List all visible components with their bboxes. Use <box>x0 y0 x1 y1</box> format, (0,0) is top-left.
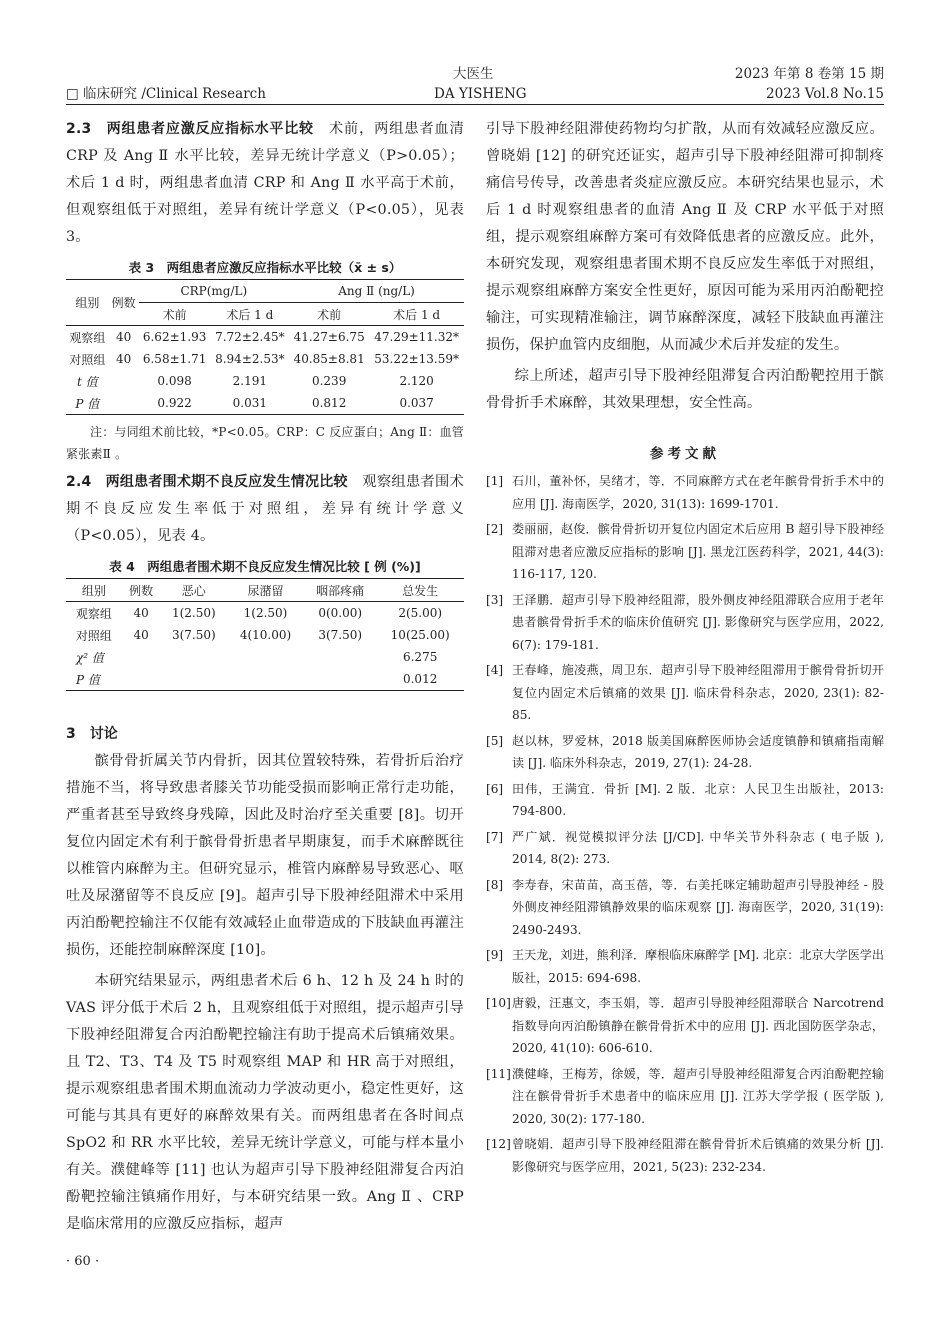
reference-item <box>486 874 884 942</box>
table3-header-crp: CRP(mg/L) <box>139 280 289 303</box>
section-2-3-heading: 2.3 两组患者应激反应指标水平比较 <box>66 121 314 137</box>
table3-note: 注：与同组术前比较，*P<0.05。CRP：C 反应蛋白；Ang Ⅱ：血管紧张素Ⅱ 。 <box>66 425 464 461</box>
table-cell: 4(10.00) <box>239 628 292 642</box>
table-row <box>66 370 464 392</box>
journal-title-en: DA YISHENG <box>434 86 527 102</box>
reference-number: [4] <box>486 663 504 677</box>
reference-item <box>486 518 884 586</box>
table3-header-post2: 术后 1 d <box>393 307 441 322</box>
table-cell: 对照组 <box>69 352 106 367</box>
table4 <box>66 578 464 691</box>
table-cell: 0.239 <box>311 374 347 388</box>
section-2-4-text: 观察组患者围术期不良反应发生率低于对照组，差异有统计学意义（P<0.05），见表 4。 <box>66 474 464 544</box>
table-cell: 0.922 <box>157 396 192 410</box>
table-row <box>66 624 464 646</box>
table-cell: P 值 <box>76 672 100 687</box>
reference-text: 赵以林，罗爱林，2018 版美国麻醉医师协会适度镇静和镇痛指南解读 [J]. 临床外科杂志，2019, 27(1): 24-28. <box>512 733 884 770</box>
table-cell: 0.037 <box>399 396 434 410</box>
table-cell: 40 <box>133 606 149 620</box>
section-2-3-text: 术前，两组患者血清 CRP 及 Ang Ⅱ 水平比较，差异无统计学意义（P>0.05）；术后 1 d 时，两组患者血清 CRP 和 Ang Ⅱ 水平高于术前，但观察组低于对照组，差异有统计学意义（P<0.05），见表 3。 <box>66 121 464 245</box>
left-column <box>66 116 464 1238</box>
reference-text: 唐毅，汪惠文，李玉娟，等．超声引导股神经阻滞联合 Narcotrend 指数导向丙泊酚镇静在髌骨骨折术中的应用 [J]. 西北国防医学杂志，2020, 41(10): 606-610. <box>512 996 884 1055</box>
reference-item <box>486 730 884 775</box>
table-cell: 0.031 <box>232 396 268 410</box>
reference-text: 濮健峰，王梅芳，徐媛，等．超声引导股神经阻滞复合丙泊酚靶控输注在髌骨骨折手术患者中的临床应用 [J]. 江苏大学学报 ( 医学版 ), 2020, 30(2): 177-180. <box>512 1066 884 1126</box>
discussion-paragraph-3: 综上所述，超声引导下股神经阻滞复合丙泊酚靶控用于髌骨骨折手术麻醉，其效果理想，安全性高。 <box>486 368 884 411</box>
table-cell: 47.29±11.32* <box>374 330 459 344</box>
reference-text: 严广斌．视觉模拟评分法 [J/CD]. 中华关节外科杂志 ( 电子版 ), 2014, 8(2): 273. <box>512 829 884 866</box>
table-cell: 6.58±1.71 <box>142 352 207 366</box>
reference-text: 石川，董补怀，吴绪才，等．不同麻醉方式在老年髌骨骨折手术中的应用 [J]. 海南医学，2020, 31(13): 1699-1701. <box>512 474 884 511</box>
table-cell: 40 <box>116 352 132 366</box>
reference-number: [8] <box>486 877 504 892</box>
table-row <box>66 646 464 668</box>
table-cell <box>122 646 161 668</box>
table-cell: 2.120 <box>399 374 434 388</box>
table4-header-retention: 尿潴留 <box>247 583 284 598</box>
reference-item <box>486 589 884 657</box>
table3 <box>66 279 464 415</box>
table-cell: 53.22±13.59* <box>374 352 459 366</box>
reference-number: [6] <box>486 781 504 796</box>
reference-item <box>486 1063 884 1131</box>
table-cell <box>227 668 304 691</box>
references-list <box>486 470 884 1178</box>
reference-number: [2] <box>486 522 504 536</box>
table-cell: 2(5.00) <box>398 606 443 620</box>
reference-item <box>486 826 884 871</box>
table-cell: 观察组 <box>69 330 106 345</box>
reference-item <box>486 659 884 727</box>
reference-item <box>486 944 884 989</box>
table-cell: t 值 <box>77 374 98 389</box>
reference-text: 王泽鹏．超声引导下股神经阻滞，股外侧皮神经阻滞联合应用于老年患者髌骨骨折手术的临床价值研究 [J]. 影像研究与医学应用，2022, 6(7): 179-181. <box>512 592 884 652</box>
reference-item <box>486 470 884 515</box>
reference-number: [1] <box>486 474 504 488</box>
table-cell <box>227 646 304 668</box>
table-cell: 7.72±2.45* <box>215 330 285 344</box>
issue-cn: 2023 年第 8 卷第 15 期 <box>734 66 884 82</box>
reference-number: [3] <box>486 592 504 607</box>
table-cell: 10(25.00) <box>390 628 450 642</box>
table-cell: 对照组 <box>75 628 112 643</box>
reference-number: [12] <box>486 1137 511 1151</box>
table-cell: 0.098 <box>157 374 192 388</box>
section-2-4-heading: 2.4 两组患者围术期不良反应发生情况比较 <box>66 474 348 490</box>
table-cell: 2.191 <box>232 374 268 388</box>
reference-text: 王春峰，施凌燕，周卫东．超声引导下股神经阻滞用于髌骨骨折切开复位内固定术后镇痛的效果 [J]. 临床骨科杂志，2020, 23(1): 82-85. <box>512 663 884 722</box>
discussion-paragraph-1: 髌骨骨折属关节内骨折，因其位置较特殊，若骨折后治疗措施不当，将导致患者膝关节功能受损而影响正常行走功能，严重者甚至导致终身残障，因此及时治疗至关重要 [8]。切开复位内固定术有利于髌骨骨折患者早期康复，而手术麻醉既往以椎管内麻醉为主。但研究显示，椎管内麻醉易导致恶心、呕吐及尿潴留等不良反应 [9]。超声引导下股神经阻滞术中采用丙泊酚靶控输注不仅能有效减轻止血带造成的下肢缺血再灌注损伤，还能控制麻醉深度 [10]。 <box>66 753 464 958</box>
table-cell <box>304 646 376 668</box>
right-column <box>486 116 884 1178</box>
issue-en: 2023 Vol.8 No.15 <box>766 86 884 102</box>
table4-header-group: 组别 <box>81 583 106 598</box>
reference-number: [11] <box>486 1066 511 1081</box>
table-row <box>66 348 464 370</box>
section-2-3 <box>66 116 464 251</box>
discussion-paragraph-2-continued: 引导下股神经阻滞使药物均匀扩散，从而有效减轻应激反应。曾晓娟 [12] 的研究还证实，超声引导下股神经阻滞可抑制疼痛信号传导，改善患者炎症应激反应。本研究结果也显示，术后 1 d 时观察组患者的血清 Ang Ⅱ 及 CRP 水平低于对照组，提示观察组麻醉方案可有效降低患者的应激反应。此外，本研究发现，观察组患者围术期不良反应发生率低于对照组，提示观察组麻醉方案安全性更好，原因可能为采用丙泊酚靶控输注，可实现精准输注，调节麻醉深度，减轻下肢缺血再灌注损伤，保护血管内皮细胞，从而减少术后并发症的发生。 <box>486 121 884 353</box>
table4-header-nausea: 恶心 <box>181 583 206 598</box>
table3-header-ang: Ang Ⅱ (ng/L) <box>289 280 464 303</box>
section-3-heading: 3 讨论 <box>66 726 118 742</box>
table3-header-group: 组别 <box>66 280 109 326</box>
table-cell: 3(7.50) <box>171 628 216 642</box>
table-cell: 0.012 <box>402 672 438 686</box>
table-cell: 1(2.50) <box>171 606 216 620</box>
table-cell: 3(7.50) <box>318 628 363 642</box>
table-cell: χ² 值 <box>76 650 104 665</box>
reference-text: 王天龙，刘进，熊利泽．摩根临床麻醉学 [M]. 北京：北京大学医学出版社，2015: 694-698. <box>512 948 884 985</box>
table4-header-n: 例数 <box>129 583 154 598</box>
reference-text: 曾晓娟．超声引导下股神经阻滞在髌骨骨折术后镇痛的效果分析 [J]. 影像研究与医学应用，2021, 5(23): 232-234. <box>512 1137 884 1174</box>
table-cell: 观察组 <box>75 606 112 621</box>
table-cell: 40.85±8.81 <box>293 352 365 366</box>
table-row <box>66 602 464 625</box>
table-row <box>66 392 464 415</box>
reference-item <box>486 992 884 1060</box>
table-cell: 1(2.50) <box>243 606 288 620</box>
table-cell: 41.27±6.75 <box>293 330 365 344</box>
table-cell <box>109 370 139 392</box>
table-cell: 0(0.00) <box>318 606 363 620</box>
reference-number: [5] <box>486 733 504 748</box>
reference-item <box>486 1133 884 1178</box>
table-cell: P 值 <box>75 396 100 411</box>
page-number: · 60 · <box>66 1254 100 1269</box>
table-cell: 6.62±1.93 <box>142 330 207 344</box>
reference-number: [9] <box>486 948 504 962</box>
table3-header-pre2: 术前 <box>317 307 342 322</box>
table4-header-total: 总发生 <box>402 583 439 598</box>
table3-header-n: 例数 <box>109 280 139 326</box>
table-cell: 6.275 <box>402 650 438 664</box>
reference-number: [7] <box>486 829 504 844</box>
header-rule <box>66 104 884 105</box>
table-cell: 40 <box>116 330 132 344</box>
table-cell <box>109 392 139 415</box>
reference-item <box>486 778 884 823</box>
section-label: □ 临床研究 /Clinical Research <box>66 86 266 102</box>
table4-header-pharyngalgia: 咽部疼痛 <box>316 583 365 598</box>
table-cell: 8.94±2.53* <box>215 352 285 366</box>
table-cell: 40 <box>133 628 149 642</box>
table-cell <box>161 646 227 668</box>
reference-number: [10] <box>486 996 511 1010</box>
journal-title-cn: 大医生 <box>453 66 494 82</box>
table-row <box>66 668 464 691</box>
section-2-4 <box>66 469 464 550</box>
table4-caption: 表 4 两组患者围术期不良反应发生情况比较 [ 例 (%)] <box>109 559 421 574</box>
references-title: 参考文献 <box>650 446 720 462</box>
table3-caption: 表 3 两组患者应激反应指标水平比较（x̄ ± s） <box>128 260 402 275</box>
table3-header-pre1: 术前 <box>162 307 187 322</box>
reference-text: 娄丽丽，赵俊．髌骨骨折切开复位内固定术后应用 B 超引导下股神经阻滞对患者应激反应指标的影响 [J]. 黑龙江医药科学，2021, 44(3): 116-117, 120. <box>512 522 884 581</box>
discussion-paragraph-2: 本研究结果显示，两组患者术后 6 h、12 h 及 24 h 时的 VAS 评分低于术后 2 h，且观察组低于对照组，提示超声引导下股神经阻滞复合丙泊酚靶控输注有助于提高术后镇痛效果。且 T2、T3、T4 及 T5 时观察组 MAP 和 HR 高于对照组，提示观察组患者围术期血流动力学波动更小，稳定性更好，这可能与其具有更好的麻醉效果有关。而两组患者在各时间点 SpO2 和 RR 水平比较，差异无统计学意义，可能与样本量小有关。濮健峰等 [11] 也认为超声引导下股神经阻滞复合丙泊酚靶控输注镇痛作用好，与本研究结果一致。Ang Ⅱ 、CRP 是临床常用的应激反应指标，超声 <box>66 973 464 1232</box>
table-cell <box>122 668 161 691</box>
table-row <box>66 326 464 349</box>
table3-header-post1: 术后 1 d <box>226 307 274 322</box>
reference-text: 田伟，王满宜．骨折 [M]. 2 版．北京：人民卫生出版社，2013: 794-800. <box>512 781 884 818</box>
table-cell <box>161 668 227 691</box>
table-cell <box>304 668 376 691</box>
table-cell: 0.812 <box>311 396 347 410</box>
reference-text: 李寿春，宋苗苗，高玉蓓，等．右美托咪定辅助超声引导股神经 - 股外侧皮神经阻滞镇静效果的临床观察 [J]. 海南医学，2020, 31(19): 2490-2493. <box>512 877 884 937</box>
